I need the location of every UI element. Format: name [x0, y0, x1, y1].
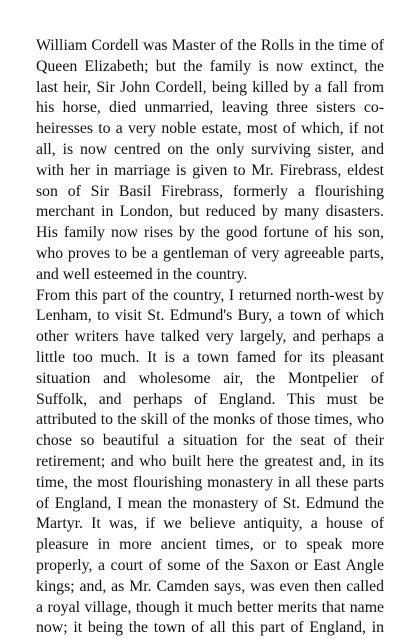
text-line: From this part of the country, I returned north-west by	[36, 286, 384, 304]
text-line: all, is now centred on the only surviving sister, and	[36, 140, 384, 158]
text-line: Lenham, to visit St. Edmund's Bury, a town of which	[36, 307, 384, 325]
text-line: chose so beautiful a situation for the seat of their	[36, 432, 384, 450]
text-line: merchant in London, but reduced by many disasters.	[36, 203, 384, 221]
text-line: and well esteemed in the country.	[36, 265, 248, 283]
text-line: his horse, died unmarried, leaving three sisters co-	[36, 99, 384, 117]
text-line: William Cordell was Master of the Rolls in the time of	[36, 37, 384, 54]
text-line: little too much. It is a town famed for its pleasant	[36, 348, 384, 366]
text-line: last heir, Sir John Cordell, being killed by a fall from	[36, 78, 384, 96]
text-line: of England, I mean the monastery of St. Edmund the	[36, 494, 384, 512]
text-line: His family now rises by the good fortune of his son,	[36, 224, 384, 242]
paragraph	[36, 286, 384, 639]
text-line: with her in marriage is given to Mr. Firebrass, eldest	[36, 161, 384, 179]
text-line: situation and wholesome air, the Montpelier of	[36, 369, 384, 387]
text-line: a royal village, though it much better merits that name	[36, 598, 384, 616]
text-line: retirement; and who built here the greatest and, in its	[36, 452, 384, 470]
text-line: who proves to be a gentleman of very agreeable parts,	[36, 244, 384, 262]
text-line: other writers have talked very largely, and perhaps a	[36, 328, 384, 346]
text-line: son of Sir Basil Firebrass, formerly a flourishing	[36, 182, 384, 200]
text-line: heiresses to a very noble estate, most of which, if not	[36, 120, 384, 138]
text-line: Martyr. It was, if we believe antiquity, a house of	[36, 515, 384, 533]
text-line: properly, a court of some of the Saxon or East Angle	[36, 556, 384, 574]
text-line: pleasure in more ancient times, or to speak more	[36, 536, 384, 554]
text-line: now; it being the town of all this part of England, in	[36, 619, 384, 637]
text-line: kings; and, as Mr. Camden says, was even then called	[36, 577, 384, 595]
text-line: time, the most flourishing monastery in all these parts	[36, 473, 384, 491]
document-page	[36, 36, 384, 639]
paragraph	[36, 36, 384, 286]
text-line: Queen Elizabeth; but the family is now extinct, the	[36, 57, 384, 75]
text-line: Suffolk, and perhaps of England. This must be	[36, 390, 384, 408]
text-line: attributed to the skill of the monks of those times, who	[36, 411, 384, 429]
